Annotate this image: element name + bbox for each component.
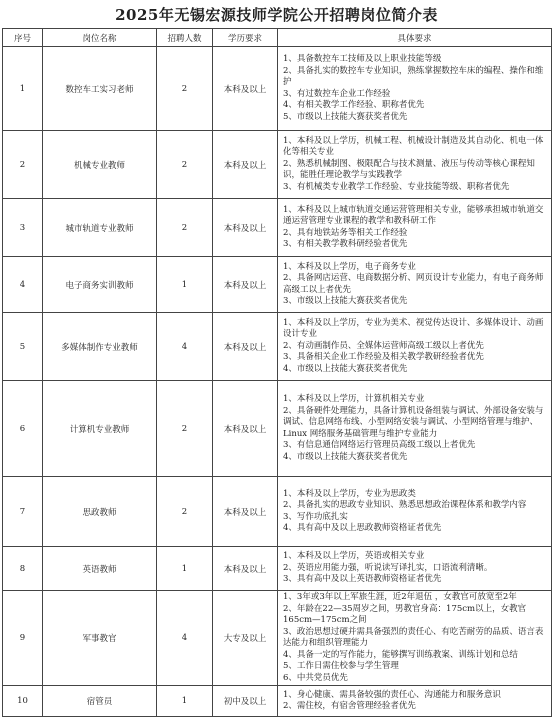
hire-count: 2 <box>157 477 213 547</box>
requirement-item: 2、年龄在22—35周岁之间，男教官身高：175cm以上，女教官165cm—175cm之间 <box>283 603 527 625</box>
requirement-item: 3、写作功底扎实 <box>283 511 348 522</box>
position-name: 机械专业教师 <box>43 131 157 199</box>
requirement-item: 3、有机械类专业教学工作经验、专业技能等级、职称者优先 <box>283 181 510 192</box>
requirements-cell <box>278 199 552 257</box>
requirement-item: 2、有动画制作员、全媒体运营师高级工级以上者优先 <box>283 340 484 351</box>
header-requirements: 具体要求 <box>278 29 552 47</box>
position-name: 英语教师 <box>43 547 157 591</box>
row-number: 2 <box>3 131 43 199</box>
position-name: 军事教官 <box>43 591 157 686</box>
education-requirement: 本科及以上 <box>213 47 278 131</box>
requirement-item: 6、中共党员优先 <box>283 672 348 683</box>
requirement-item: 1、本科及以上城市轨道交通运营管理相关专业，能够承担城市轨道交通运营管理专业课程的教学和教科研工作 <box>283 204 544 226</box>
education-requirement: 初中及以上 <box>213 686 278 717</box>
hire-count: 2 <box>157 131 213 199</box>
requirement-item: 3、具有高中及以上英语教师资格证者优先 <box>283 574 442 585</box>
position-name: 思政教师 <box>43 477 157 547</box>
requirement-item: 5、工作日需住校参与学生管理 <box>283 661 399 671</box>
education-requirement: 本科及以上 <box>213 547 278 591</box>
row-number: 1 <box>3 47 43 131</box>
hire-count: 2 <box>157 381 213 477</box>
requirement-item: 4、市级以上技能大赛获奖者优先 <box>283 363 408 374</box>
table-row <box>3 686 552 717</box>
hire-count: 1 <box>157 686 213 717</box>
requirements-cell <box>278 547 552 591</box>
requirement-item: 2、具备网店运营、电商数据分析、网页设计专业能力，有电子商务师高级工以上者优先 <box>283 273 544 295</box>
table-row <box>3 313 552 381</box>
hire-count: 1 <box>157 257 213 313</box>
header-count: 招聘人数 <box>157 29 213 47</box>
education-requirement: 本科及以上 <box>213 477 278 547</box>
table-row <box>3 547 552 591</box>
requirement-item: 1、3年或3年以上军旅生涯，近2年退伍 ，女教官可放宽至2年 <box>283 592 517 602</box>
education-requirement: 本科及以上 <box>213 199 278 257</box>
requirement-item: 2、具备扎实的数控车专业知识，熟练掌握数控车床的编程、操作和维护 <box>283 65 544 87</box>
education-requirement: 本科及以上 <box>213 257 278 313</box>
hire-count: 1 <box>157 547 213 591</box>
requirement-item: 3、具备相关企业工作经验及相关教学教研经验者优先 <box>283 352 484 363</box>
requirement-item: 3、有相关教学教科研经验者优先 <box>283 239 408 249</box>
table-header-row <box>3 29 552 47</box>
requirement-item: 3、政治思想过硬并需具备强烈的责任心、有吃苦耐劳的品质、语言表达能力和组织管理能力 <box>283 626 544 648</box>
row-number: 6 <box>3 381 43 477</box>
requirement-item: 2、需住校，有宿舍管理经验者优先 <box>283 701 416 711</box>
row-number: 7 <box>3 477 43 547</box>
education-requirement: 大专及以上 <box>213 591 278 686</box>
header-no: 序号 <box>3 29 43 47</box>
requirement-item: 1、本科及以上学历，机械工程、机械设计制造及其自动化、机电一体化等相关专业 <box>283 135 544 158</box>
row-number: 10 <box>3 686 43 717</box>
requirement-item: 5、市级以上技能大赛获奖者优先 <box>283 111 408 122</box>
table-row <box>3 477 552 547</box>
header-education: 学历要求 <box>213 29 278 47</box>
hire-count: 2 <box>157 47 213 131</box>
requirement-item: 2、具备扎实的思政专业知识、熟悉思想政治课程体系和教学内容 <box>283 500 527 510</box>
requirements-cell <box>278 477 552 547</box>
hire-count: 2 <box>157 199 213 257</box>
requirement-item: 1、具备数控车工技师及以上职业技能等级 <box>283 54 442 64</box>
requirement-item: 1、本科及以上学历，电子商务专业 <box>283 261 416 272</box>
requirement-item: 3、有信息通信网络运行管理员高级工级以上者优先 <box>283 440 476 450</box>
requirement-item: 2、熟悉机械制图、极限配合与技术测量、液压与传动等核心课程知识，能胜任理论教学与实践教学 <box>283 158 535 181</box>
table-row <box>3 131 552 199</box>
requirements-cell <box>278 381 552 477</box>
requirement-item: 1、本科及以上学历，专业为美术、视觉传达设计、多媒体设计、动画设计专业 <box>283 317 544 340</box>
row-number: 5 <box>3 313 43 381</box>
requirement-item: 4、具备一定的写作能力，能够撰写训练教案、训练计划和总结 <box>283 649 518 660</box>
requirements-cell <box>278 47 552 131</box>
table-row <box>3 47 552 131</box>
requirement-item: 2、具有地铁站务等相关工作经验 <box>283 227 408 238</box>
requirements-cell <box>278 257 552 313</box>
requirements-cell <box>278 591 552 686</box>
positions-table <box>2 28 552 717</box>
requirement-item: 4、有相关教学工作经验、职称者优先 <box>283 100 425 110</box>
position-name: 计算机专业教师 <box>43 381 157 477</box>
table-row <box>3 381 552 477</box>
requirement-item: 4、市级以上技能大赛获奖者优先 <box>283 451 408 462</box>
row-number: 9 <box>3 591 43 686</box>
position-name: 城市轨道专业教师 <box>43 199 157 257</box>
requirement-item: 3、有过数控车企业工作经验 <box>283 88 391 99</box>
row-number: 4 <box>3 257 43 313</box>
requirement-item: 1、本科及以上学历，英语或相关专业 <box>283 551 425 562</box>
requirement-item: 1、身心健康、需具备较强的责任心、沟通能力和服务意识 <box>283 689 501 700</box>
requirement-item: 4、具有高中及以上思政教师资格证者优先 <box>283 523 442 533</box>
education-requirement: 本科及以上 <box>213 381 278 477</box>
requirement-item: 2、英语应用能力强，听说读写译扎实，口语流利清晰。 <box>283 562 493 573</box>
requirement-item: 2、具备硬件处理能力，具备计算机设备组装与调试、外部设备安装与调试、信息网络布线、小型网络安装与调试、小型网络管理与维护、Linux 网络服务基础管理与维护专业能力 <box>283 405 544 439</box>
table-row <box>3 591 552 686</box>
hire-count: 4 <box>157 591 213 686</box>
table-row <box>3 199 552 257</box>
row-number: 3 <box>3 199 43 257</box>
page-title: 2025年无锡宏源技师学院公开招聘岗位简介表 <box>115 6 438 24</box>
requirements-cell <box>278 313 552 381</box>
position-name: 电子商务实训教师 <box>43 257 157 313</box>
requirements-cell <box>278 686 552 717</box>
education-requirement: 本科及以上 <box>213 313 278 381</box>
position-name: 多媒体制作专业教师 <box>43 313 157 381</box>
table-row <box>3 257 552 313</box>
hire-count: 4 <box>157 313 213 381</box>
row-number: 8 <box>3 547 43 591</box>
requirements-cell <box>278 131 552 199</box>
education-requirement: 本科及以上 <box>213 131 278 199</box>
requirement-item: 1、本科及以上学历，专业为思政类 <box>283 488 416 499</box>
requirement-item: 3、市级以上技能大赛获奖者优先 <box>283 296 408 306</box>
position-name: 数控车工实习老师 <box>43 47 157 131</box>
position-name: 宿管员 <box>43 686 157 717</box>
requirement-item: 1、本科及以上学历，计算机相关专业 <box>283 394 425 404</box>
header-position: 岗位名称 <box>43 29 157 47</box>
